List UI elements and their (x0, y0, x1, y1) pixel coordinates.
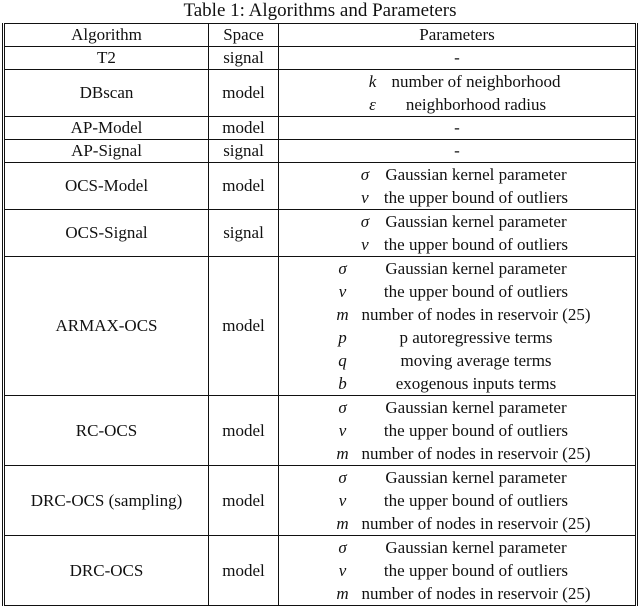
parameter-description: the upper bound of outliers (383, 282, 569, 301)
parameter-item (324, 396, 591, 419)
parameter-description: the upper bound of outliers (383, 561, 569, 580)
parameter-item (324, 559, 591, 582)
parameter-symbol: ν (338, 282, 347, 301)
parameter-description: Gaussian kernel parameter (385, 165, 567, 184)
algorithm-cell: RC-OCS (4, 396, 209, 466)
parameter-item (324, 349, 591, 372)
parameter-description: Gaussian kernel parameter (385, 259, 567, 278)
table-row (4, 396, 637, 466)
parameter-list (346, 163, 568, 209)
parameter-list (324, 466, 591, 535)
parameter-symbol: ν (338, 421, 347, 440)
parameter-description: moving average terms (400, 351, 552, 370)
parameter-symbol: m (336, 584, 349, 603)
parameter-symbol: k (368, 72, 377, 91)
table-row (4, 70, 637, 117)
parameter-list (324, 536, 591, 605)
parameter-list (353, 70, 560, 116)
algorithm-cell: OCS-Model (4, 163, 209, 210)
space-cell: signal (209, 47, 279, 70)
parameter-symbol: m (336, 444, 349, 463)
space-cell: signal (209, 140, 279, 163)
table-row (4, 536, 637, 606)
parameters-cell (279, 396, 637, 466)
parameter-symbol: σ (360, 165, 370, 184)
parameter-list (346, 210, 568, 256)
header-algorithm: Algorithm (4, 24, 209, 47)
parameter-item (324, 582, 591, 605)
parameter-symbol: ν (338, 561, 347, 580)
parameter-item (324, 512, 591, 535)
parameter-item (346, 163, 568, 186)
algorithm-cell: OCS-Signal (4, 210, 209, 257)
parameter-description: the upper bound of outliers (383, 491, 569, 510)
parameter-description: Gaussian kernel parameter (385, 468, 567, 487)
parameter-item (324, 419, 591, 442)
table-row (4, 466, 637, 536)
space-cell: model (209, 117, 279, 140)
table-row (4, 210, 637, 257)
table-row (4, 47, 637, 70)
parameter-symbol: σ (338, 468, 347, 487)
parameter-description: the upper bound of outliers (383, 235, 569, 254)
space-cell: signal (209, 210, 279, 257)
header-row (4, 24, 637, 47)
algorithm-cell: DRC-OCS (sampling) (4, 466, 209, 536)
parameter-symbol: q (338, 351, 347, 370)
parameter-symbol: σ (338, 538, 347, 557)
table-caption: Table 1: Algorithms and Parameters (183, 0, 457, 21)
parameter-description: number of nodes in reservoir (25) (361, 444, 591, 463)
parameter-description: Gaussian kernel parameter (385, 212, 567, 231)
parameter-description: Gaussian kernel parameter (385, 538, 567, 557)
algorithm-cell: AP-Signal (4, 140, 209, 163)
parameter-item (353, 70, 560, 93)
parameters-cell: - (279, 140, 637, 163)
parameter-item (324, 466, 591, 489)
parameter-symbol: m (336, 514, 349, 533)
parameters-cell (279, 466, 637, 536)
parameters-cell (279, 163, 637, 210)
parameter-symbol: σ (360, 212, 370, 231)
space-cell: model (209, 396, 279, 466)
parameter-description: number of nodes in reservoir (25) (361, 514, 591, 533)
space-cell: model (209, 466, 279, 536)
parameter-description: number of nodes in reservoir (25) (361, 305, 591, 324)
parameter-description: number of neighborhood (391, 72, 561, 91)
parameter-item (324, 372, 591, 395)
table-row (4, 163, 637, 210)
parameter-list (324, 257, 591, 395)
table-row (4, 257, 637, 396)
parameter-symbol: b (338, 374, 347, 393)
algorithm-cell: DRC-OCS (4, 536, 209, 606)
algorithm-cell: AP-Model (4, 117, 209, 140)
parameter-description: the upper bound of outliers (383, 188, 569, 207)
algorithm-cell: T2 (4, 47, 209, 70)
parameter-symbol: ν (361, 188, 369, 207)
space-cell: model (209, 70, 279, 117)
parameters-cell: - (279, 117, 637, 140)
parameter-description: exogenous inputs terms (395, 374, 557, 393)
parameter-item (324, 326, 591, 349)
parameter-description: the upper bound of outliers (383, 421, 569, 440)
parameter-description: neighborhood radius (405, 95, 547, 114)
parameter-symbol: σ (338, 259, 347, 278)
parameter-symbol: σ (338, 398, 347, 417)
parameter-item (324, 257, 591, 280)
space-cell: model (209, 257, 279, 396)
algorithms-table (2, 23, 638, 606)
parameter-list (324, 396, 591, 465)
algorithm-cell: ARMAX-OCS (4, 257, 209, 396)
parameter-symbol: ν (338, 491, 347, 510)
table-row (4, 117, 637, 140)
parameter-item (324, 442, 591, 465)
parameter-item (324, 280, 591, 303)
algorithm-cell: DBscan (4, 70, 209, 117)
parameter-item (346, 186, 568, 209)
parameter-item (324, 489, 591, 512)
parameter-item (324, 303, 591, 326)
space-cell: model (209, 163, 279, 210)
parameters-cell (279, 257, 637, 396)
parameter-description: number of nodes in reservoir (25) (361, 584, 591, 603)
parameters-cell (279, 536, 637, 606)
parameter-item (346, 233, 568, 256)
parameter-symbol: ν (361, 235, 369, 254)
parameter-symbol: ε (369, 95, 376, 114)
parameters-cell (279, 70, 637, 117)
header-parameters: Parameters (279, 24, 637, 47)
parameter-description: Gaussian kernel parameter (385, 398, 567, 417)
table-row (4, 140, 637, 163)
parameter-item (353, 93, 560, 116)
space-cell: model (209, 536, 279, 606)
parameter-item (346, 210, 568, 233)
parameters-cell: - (279, 47, 637, 70)
parameter-description: p autoregressive terms (399, 328, 553, 347)
header-space: Space (209, 24, 279, 47)
parameter-symbol: m (336, 305, 349, 324)
parameters-cell (279, 210, 637, 257)
parameter-item (324, 536, 591, 559)
parameter-symbol: p (338, 328, 347, 347)
